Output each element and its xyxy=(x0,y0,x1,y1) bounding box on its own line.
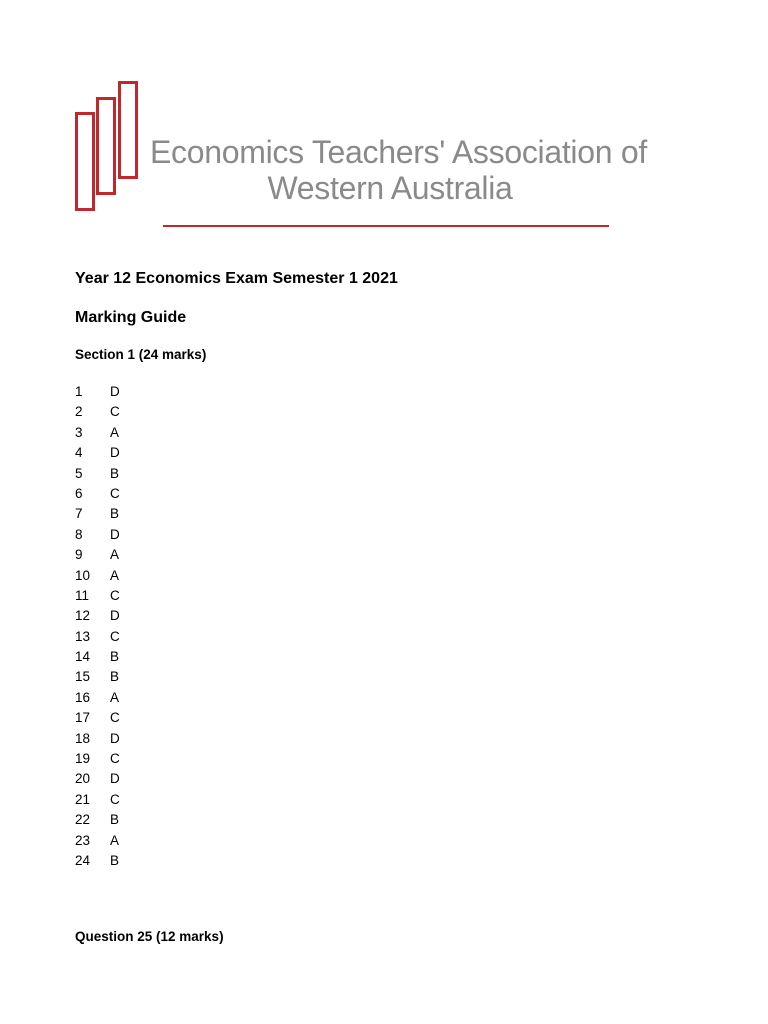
answer-row xyxy=(75,402,140,422)
question-number: 21 xyxy=(75,791,91,807)
question-number: 5 xyxy=(75,465,83,481)
organisation-name xyxy=(150,134,647,206)
question-number: 8 xyxy=(75,526,83,542)
answer-row xyxy=(75,484,140,504)
question-number: 20 xyxy=(75,771,91,787)
answer-list xyxy=(75,382,140,871)
question-number: 9 xyxy=(75,547,83,563)
answer-row xyxy=(75,627,140,647)
organisation-name-line1: Economics Teachers' Association of xyxy=(150,134,647,170)
answer-letter: A xyxy=(110,424,120,440)
answer-row xyxy=(75,525,140,545)
answer-letter: C xyxy=(110,710,120,726)
question25-heading: Question 25 (12 marks) xyxy=(75,929,224,944)
question-number: 14 xyxy=(75,649,91,665)
answer-letter: A xyxy=(110,547,120,563)
answer-letter: B xyxy=(110,506,120,522)
question-number: 22 xyxy=(75,812,91,828)
answer-row xyxy=(75,423,140,443)
answer-letter: B xyxy=(110,852,120,868)
question-number: 12 xyxy=(75,608,91,624)
question-number: 1 xyxy=(75,384,83,399)
answer-letter: C xyxy=(110,404,120,420)
marking-guide-heading: Marking Guide xyxy=(75,309,187,326)
answer-row xyxy=(75,586,140,606)
answer-letter: A xyxy=(110,689,120,705)
answer-letter: C xyxy=(110,628,120,644)
question-number: 6 xyxy=(75,485,83,501)
answer-row xyxy=(75,382,140,402)
answer-letter: B xyxy=(110,812,120,828)
answer-row xyxy=(75,769,140,789)
answer-letter: C xyxy=(110,791,120,807)
question-number: 3 xyxy=(75,424,83,440)
question-number: 23 xyxy=(75,832,91,848)
question-number: 2 xyxy=(75,404,83,420)
answer-letter: A xyxy=(110,567,120,583)
answer-row xyxy=(75,729,140,749)
answer-row xyxy=(75,647,140,667)
answer-row xyxy=(75,504,140,524)
answer-letter: D xyxy=(110,445,120,461)
answer-row xyxy=(75,810,140,830)
question-number: 19 xyxy=(75,751,91,767)
logo-bar-middle xyxy=(98,99,115,194)
answer-letter: B xyxy=(110,669,120,685)
question-number: 18 xyxy=(75,730,91,746)
three-rising-bars-logo-icon xyxy=(0,0,160,220)
question-number: 13 xyxy=(75,628,91,644)
answer-letter: A xyxy=(110,832,120,848)
answer-row xyxy=(75,851,140,871)
question-number: 11 xyxy=(75,587,90,603)
answer-row xyxy=(75,688,140,708)
answer-row xyxy=(75,667,140,687)
question-number: 7 xyxy=(75,506,83,522)
answer-letter: C xyxy=(110,485,120,501)
answer-row xyxy=(75,566,140,586)
answer-letter: B xyxy=(110,465,120,481)
question-number: 16 xyxy=(75,689,91,705)
logo-bar-left xyxy=(77,114,94,210)
question-number: 10 xyxy=(75,567,91,583)
header-divider xyxy=(163,225,609,227)
answer-row xyxy=(75,464,140,484)
answer-letter: C xyxy=(110,751,120,767)
answer-row xyxy=(75,545,140,565)
question-number: 24 xyxy=(75,852,91,868)
exam-title: Year 12 Economics Exam Semester 1 2021 xyxy=(75,270,398,287)
answer-row xyxy=(75,831,140,851)
answer-letter: C xyxy=(110,587,120,603)
answer-letter: D xyxy=(110,526,120,542)
association-logo xyxy=(0,0,768,240)
answer-letter: D xyxy=(110,384,120,399)
question-number: 4 xyxy=(75,445,83,461)
answer-row xyxy=(75,749,140,769)
answer-row xyxy=(75,606,140,626)
section1-heading: Section 1 (24 marks) xyxy=(75,347,207,362)
organisation-name-line2: Western Australia xyxy=(267,170,513,206)
logo-bar-right xyxy=(120,83,137,178)
question-number: 17 xyxy=(75,710,91,726)
answer-letter: B xyxy=(110,649,120,665)
answer-letter: D xyxy=(110,771,120,787)
answer-row xyxy=(75,708,140,728)
answer-row xyxy=(75,443,140,463)
answer-letter: D xyxy=(110,608,120,624)
question-number: 15 xyxy=(75,669,91,685)
answer-letter: D xyxy=(110,730,120,746)
answer-row xyxy=(75,790,140,810)
